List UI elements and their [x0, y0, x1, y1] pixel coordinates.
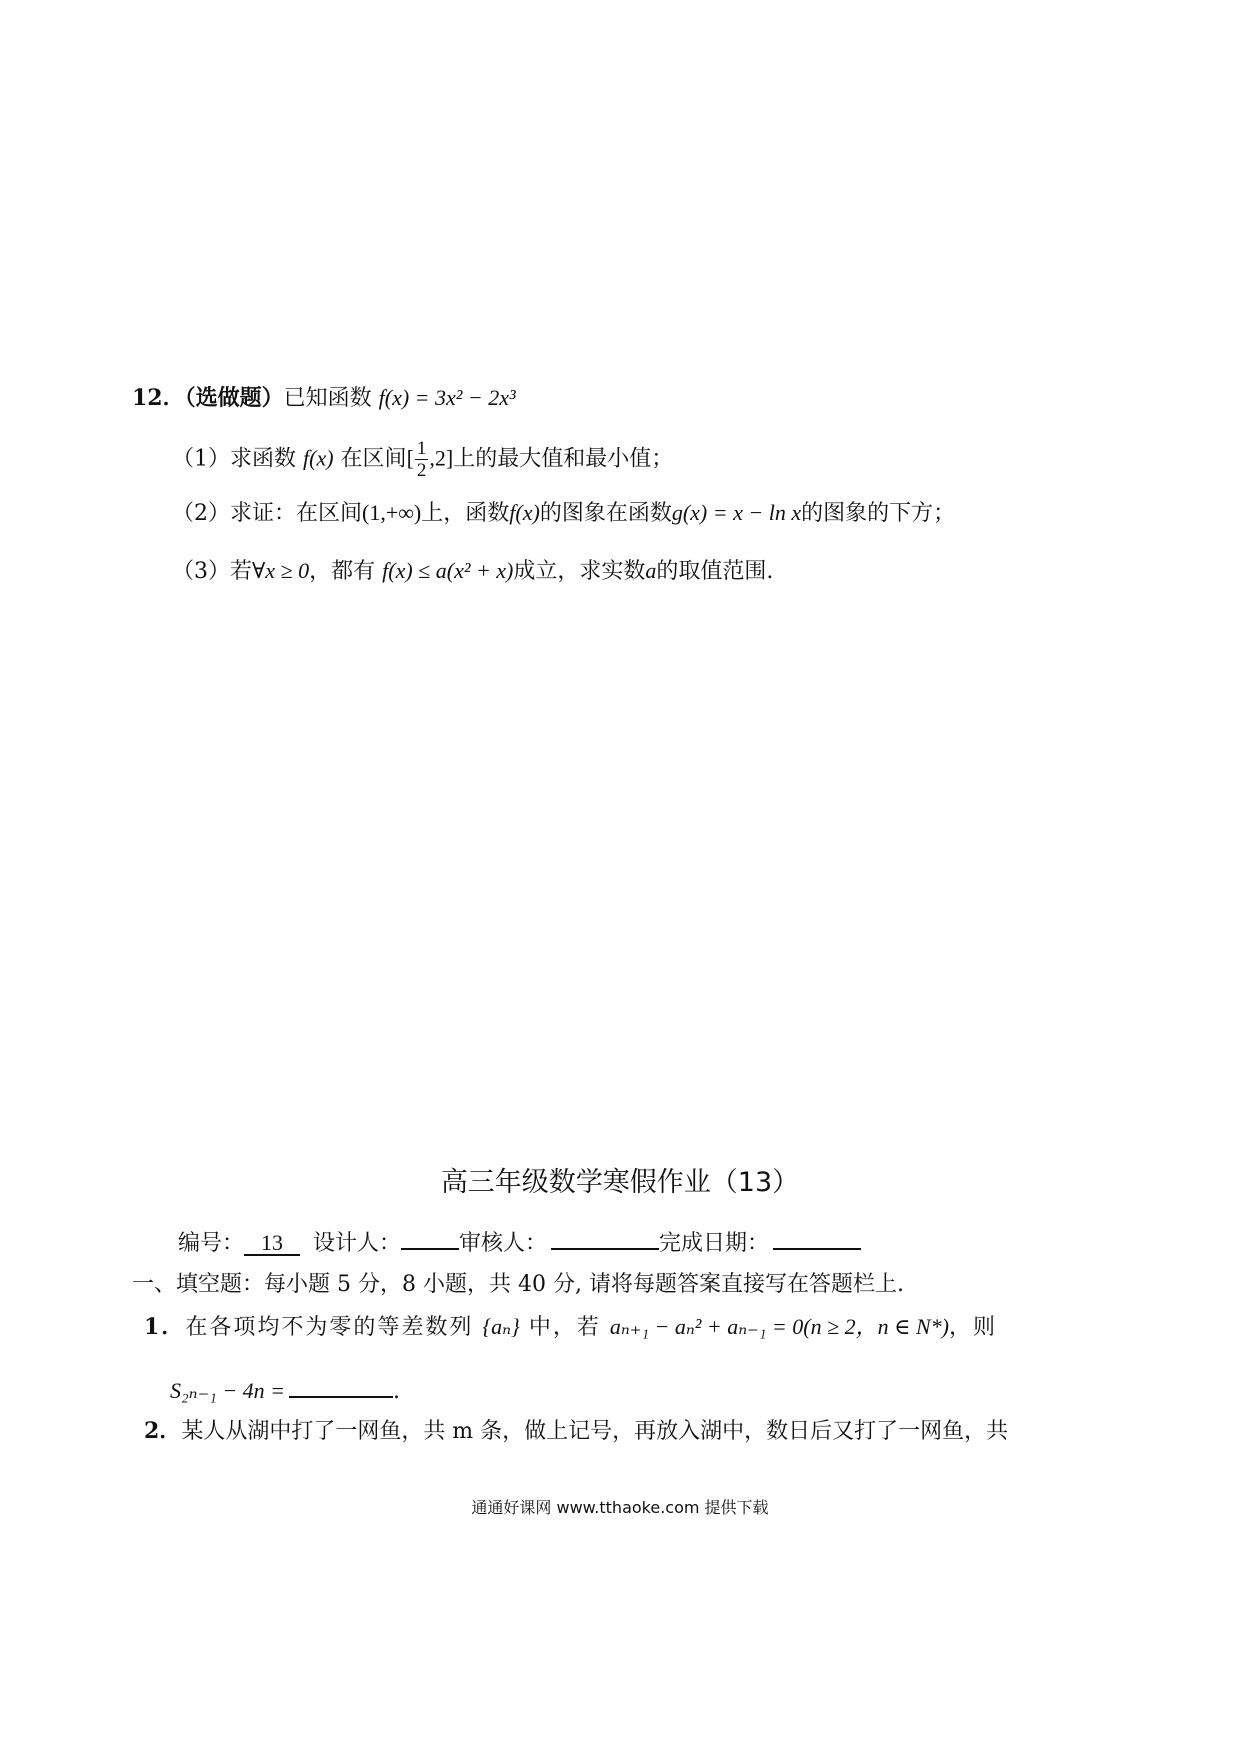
math-sequence: {aₙ} [482, 1314, 520, 1339]
math-equation: aₙ₊₁ − aₙ² + aₙ₋₁ = 0(n ≥ 2，n ∈ N*) [609, 1314, 949, 1339]
designer-label: 设计人： [313, 1231, 402, 1256]
math-a: a [645, 558, 657, 583]
id-label: 编号： [178, 1231, 245, 1256]
period: . [393, 1379, 401, 1404]
fraction-numerator: 1 [416, 438, 427, 459]
question-12-stem [132, 383, 516, 414]
fraction-denominator: 2 [416, 460, 427, 481]
part-text: 的取值范围. [656, 559, 774, 584]
question-text: 中，若 [528, 1315, 601, 1340]
question-number: 2． [144, 1418, 182, 1444]
question-lead: 已知函数 [283, 386, 372, 411]
function-definition: f(x) = 3x² − 2x³ [378, 385, 516, 410]
question-1-line-1 [144, 1312, 997, 1343]
question-text: 某人从湖中打了一网鱼，共 m 条，做上记号，再放入湖中，数日后又打了一网鱼，共 [181, 1419, 1009, 1444]
question-number: 12． [132, 385, 185, 411]
question-12-part-1 [172, 438, 673, 481]
part-text: 若 [230, 559, 253, 584]
math-inequality: f(x) ≤ a(x² + x) [382, 558, 514, 583]
part-label: （3） [172, 559, 230, 584]
interval-close: ,2] [429, 445, 454, 471]
math-expression: S₂ₙ₋₁ − 4n = [170, 1378, 286, 1403]
part-text: 求函数 [230, 446, 297, 472]
date-label: 完成日期： [659, 1231, 770, 1256]
part-text: 求证：在区间 [230, 501, 363, 526]
part-text: 的图象在函数 [539, 501, 672, 526]
question-1-line-2 [170, 1370, 400, 1407]
question-2-line-1 [144, 1416, 1008, 1447]
math-fx: f(x) [509, 500, 540, 525]
id-value: 13 [244, 1228, 300, 1256]
part-text: 在区间 [340, 446, 407, 472]
question-12-part-3 [172, 556, 773, 587]
math-condition: ∀x ≥ 0 [252, 558, 310, 583]
part-text: 的图象的下方； [801, 501, 956, 526]
designer-blank[interactable] [401, 1222, 459, 1250]
section-heading: 一、填空题：每小题 5 分，8 小题，共 40 分, 请将每题答案直接写在答题栏上. [132, 1272, 904, 1297]
math-gx: g(x) = x − ln x [671, 500, 802, 525]
part-text: 上，函数 [421, 501, 510, 526]
part-text: 上的最大值和最小值； [453, 446, 674, 472]
question-text: ，则 [948, 1315, 997, 1340]
reviewer-label: 审核人： [459, 1231, 548, 1256]
part-text: 成立，求实数 [513, 559, 646, 584]
interval-open: [ [406, 445, 414, 471]
part-label: （1） [172, 446, 230, 472]
part-label: （2） [172, 501, 230, 526]
fraction-one-half [415, 438, 429, 481]
math-interval: (1,+∞) [362, 500, 422, 525]
worksheet-title: 高三年级数学寒假作业（13） [440, 1167, 800, 1198]
part-text: ，都有 [309, 559, 376, 584]
question-tag: （选做题） [184, 385, 284, 411]
math-fx: f(x) [303, 445, 334, 471]
answer-blank[interactable] [289, 1370, 393, 1398]
page-footer: 通通好课网 www.tthaoke.com 提供下载 [471, 1498, 769, 1517]
question-text: 在各项均不为零的等差数列 [185, 1315, 474, 1340]
reviewer-blank[interactable] [551, 1222, 659, 1250]
worksheet-meta [178, 1222, 861, 1259]
question-number: 1． [144, 1314, 186, 1340]
question-12-part-2 [172, 498, 955, 529]
date-blank[interactable] [773, 1222, 861, 1250]
